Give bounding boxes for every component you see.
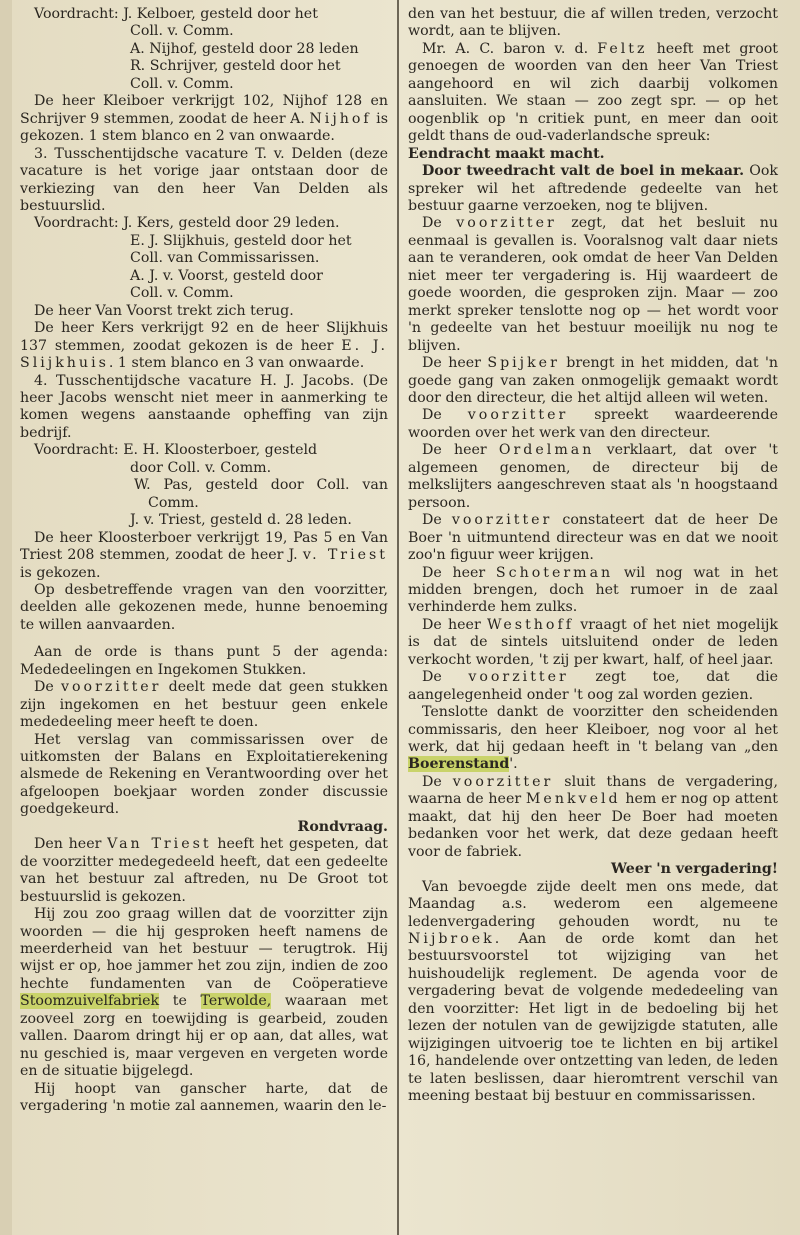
paragraph: den van het bestuur, die af willen treden, verzocht wordt, aan te blijven.	[408, 6, 778, 40]
spaced-name: voorzitter	[467, 407, 569, 424]
spaced-name: Ordelman	[498, 442, 595, 459]
section-heading: Weer 'n vergadering!	[611, 861, 778, 878]
nomination-line: W. Pas, gesteld door Coll. van Comm.	[134, 477, 388, 511]
paragraph: De voorzitter sluit thans de vergadering, waarna de heer Menkveld hem er nog op attent maakt, dat hij den heer De Boer had moeten bedanken voor het werk, dat deze gedaan heeft voor de fabriek.	[408, 773, 779, 860]
paragraph: Mr. A. C. baron v. d. Feltz heeft met groot genoegen de woorden van den heer Van Triest aangehoord en wil zich daarbij volkomen aansluiten. We staan — zoo zegt spr. — op het oogenblik op 'n critiek punt, en meer dan ooit geldt thans de oud-vaderlandsche spreuk:	[408, 40, 778, 145]
spaced-name: Spijker	[487, 355, 560, 372]
paragraph: De heer Kers verkrijgt 92 en de heer Slijkhuis 137 stemmen, zoodat gekozen is de heer E. J. Slijkhuis. 1 stem blanco en 3 van onwaarde.	[20, 320, 388, 372]
spaced-name: voorzitter	[468, 669, 569, 686]
spaced-name: voorzitter	[452, 773, 554, 790]
spaced-name: voorzitter	[60, 679, 162, 696]
paragraph: De voorzitter deelt mede dat geen stukken zijn ingekomen en het bestuur geen enkele mededeeling meer heeft te doen.	[20, 679, 389, 731]
nomination-line: J. v. Triest, gesteld d. 28 leden.	[130, 512, 352, 529]
spaced-name: Van Triest	[107, 836, 212, 853]
right-column	[408, 6, 778, 1106]
nomination-line: E. J. Slijkhuis, gesteld door het	[130, 232, 352, 249]
motto: Door tweedracht valt de boel in mekaar.	[422, 163, 745, 180]
nomination-line: Coll. v. Comm.	[130, 75, 234, 92]
spaced-name: voorzitter	[456, 215, 557, 232]
nomination-line: A. Nijhof, gesteld door 28 leden	[130, 40, 359, 57]
paragraph: Den heer Van Triest heeft het gespeten, dat de voorzitter medegedeeld heeft, dat een gedeelte van het bestuur zal aftreden, nu De Groot tot bestuurslid is gekozen.	[20, 836, 388, 905]
paragraph: De voorzitter constateert dat de heer De Boer 'n uitmuntend directeur was en dat we nooit zoo'n figuur weer krijgen.	[408, 512, 779, 564]
nomination-line: Coll. v. Comm.	[130, 285, 234, 302]
paragraph: Op desbetreffende vragen van den voorzitter, deelden alle gekozenen mede, hunne benoeming te willen aanvaarden.	[20, 581, 388, 633]
spaced-name: Menkveld	[525, 791, 621, 808]
nomination-line: Voordracht: J. Kers, gesteld door 29 leden.	[34, 215, 340, 232]
paragraph: 4. Tusschentijdsche vacature H. J. Jacobs. (De heer Jacobs wenscht niet meer in aanmerking te komen wegens aanstaande opheffing van zijn bedrijf.	[20, 372, 388, 441]
section-heading: Rondvraag.	[297, 818, 388, 835]
nomination-line: Coll. v. Comm.	[130, 23, 234, 40]
paragraph: De heer Van Voorst trekt zich terug.	[34, 302, 294, 319]
spaced-name: voorzitter	[451, 512, 553, 529]
spaced-name: Nijhof	[309, 110, 372, 127]
nomination-line: Voordracht: J. Kelboer, gesteld door het	[34, 6, 318, 22]
paragraph: De heer Kleiboer verkrijgt 102, Nijhof 128 en Schrijver 9 stemmen, zoodat de heer A. Nijhof is gekozen. 1 stem blanco en 2 van onwaarde.	[20, 93, 388, 145]
spaced-name: v. Triest	[302, 547, 388, 564]
nomination-line: door Coll. v. Comm.	[130, 459, 272, 476]
paragraph: De voorzitter zegt, dat het besluit nu eenmaal is gevallen is. Vooralsnog valt daar niets aan te veranderen, ook omdat de heer Van Delden niet meer ter vergadering is. Hij waardeert de goede woorden, die gesproken zijn. Maar — zoo merkt spreker tenslotte nog op — het wordt voor 'n gedeelte van het bestuur moeilijk nu nog te blijven.	[408, 215, 778, 354]
highlighted-term: Terwolde,	[200, 993, 272, 1010]
spaced-name: E. J. Slijkhuis	[20, 337, 388, 372]
paragraph: Door tweedracht valt de boel in mekaar. Ook spreker wil het aftredende gedeelte van het bestuur gaarne verzoeken, nog te blijven.	[408, 163, 778, 214]
paragraph: Hij hoopt van ganscher harte, dat de vergadering 'n motie zal aannemen, waarin den le-	[20, 1080, 388, 1115]
spaced-name: Westhoff	[486, 616, 574, 633]
highlighted-term: Boerenstand	[408, 756, 510, 773]
highlighted-term: Stoomzuivelfabriek	[20, 993, 160, 1010]
nomination-line: Coll. van Commissarissen.	[130, 250, 320, 267]
nomination-line: R. Schrijver, gesteld door het	[130, 58, 341, 75]
paragraph: De heer Spijker brengt in het midden, dat 'n goede gang van zaken onmogelijk gemaakt wordt door den directeur, die het altijd alleen wil weten.	[408, 355, 778, 406]
paragraph: De heer Kloosterboer verkrijgt 19, Pas 5 en Van Triest 208 stemmen, zoodat de heer J. v. Triest is gekozen.	[20, 529, 388, 581]
column-rule	[397, 0, 399, 1235]
paragraph: De heer Schoterman wil nog wat in het midden brengen, doch het rumoer in de zaal verhinderde hem zulks.	[408, 564, 778, 616]
paragraph: Het verslag van commissarissen over de uitkomsten der Balans en Exploitatierekening alsmede de Rekening en Verantwoording over het afgeloopen boekjaar worden zonder discussie goedgekeurd.	[20, 731, 388, 818]
spaced-name: Feltz	[597, 40, 648, 57]
paragraph: Van bevoegde zijde deelt men ons mede, dat Maandag a.s. wederom een algemeene ledenvergadering gehouden wordt, nu te Nijbroek. Aan de orde komt dan het bestuursvoorstel tot wijziging van het huishoudelijk reglement. De agenda voor de vergadering bevat de volgende mededeeling van den voorzitter: Het ligt in de bedoeling bij het lezen der notulen van de gewijzigde statuten, alle wijzigingen uitvoerig toe te lichten en bij artikel 16, handelende over ontzetting van leden, de leden te laten beslissen, daar hieromtrent verschil van meening bestaat bij bestuur en commissarissen.	[408, 878, 778, 1105]
motto: Eendracht maakt macht.	[408, 145, 605, 162]
nomination-line: Voordracht: E. H. Kloosterboer, gesteld	[34, 442, 318, 459]
paragraph: Hij zou zoo graag willen dat de voorzitter zijn woorden — die hij gesproken heeft namens de meerderheid van het bestuur — terugtrok. Hij wijst er op, hoe jammer het zou zijn, indien de zoo hechte fundamenten van de Coöperatieve Stoomzuivelfabriek te Terwolde, waaraan met zooveel zorg en toewijding is gearbeid, zouden vallen. Daarom dringt hij er op aan, dat alles, wat nu geschied is, maar vergeven en vergeten worde en de situatie bijgelegd.	[20, 906, 388, 1080]
left-column	[20, 6, 388, 1116]
paragraph: 3. Tusschentijdsche vacature T. v. Delden (deze vacature is het vorige jaar ontstaan door de verkiezing van den heer Van Delden als bestuurslid.	[20, 145, 388, 214]
paragraph: De heer Westhoff vraagt of het niet mogelijk is dat de sintels uitsluitend onder de leden verkocht worden, 't zij per kwart, half, of heel jaar.	[408, 616, 778, 668]
paragraph: Aan de orde is thans punt 5 der agenda: Mededeelingen en Ingekomen Stukken.	[20, 644, 388, 678]
paragraph: De heer Ordelman verklaart, dat over 't algemeen genomen, de directeur bij de melkslijters aangeschreven staat als 'n hoogstaand persoon.	[408, 442, 778, 511]
paragraph: De voorzitter spreekt waardeerende woorden over het werk van den directeur.	[408, 407, 779, 441]
left-margin-fragment	[0, 0, 12, 1235]
paragraph: De voorzitter zegt toe, dat die aangelegenheid onder 't oog zal worden gezien.	[408, 669, 778, 703]
spaced-name: Nijbroek	[408, 931, 495, 948]
spaced-name: Schoterman	[495, 564, 614, 581]
paragraph: Tenslotte dankt de voorzitter den scheidenden commissaris, den heer Kleiboer, nog voor al het werk, dat hij gedaan heeft in 't belang van „den Boerenstand'.	[408, 704, 778, 773]
nomination-line: A. J. v. Voorst, gesteld door	[130, 267, 323, 284]
